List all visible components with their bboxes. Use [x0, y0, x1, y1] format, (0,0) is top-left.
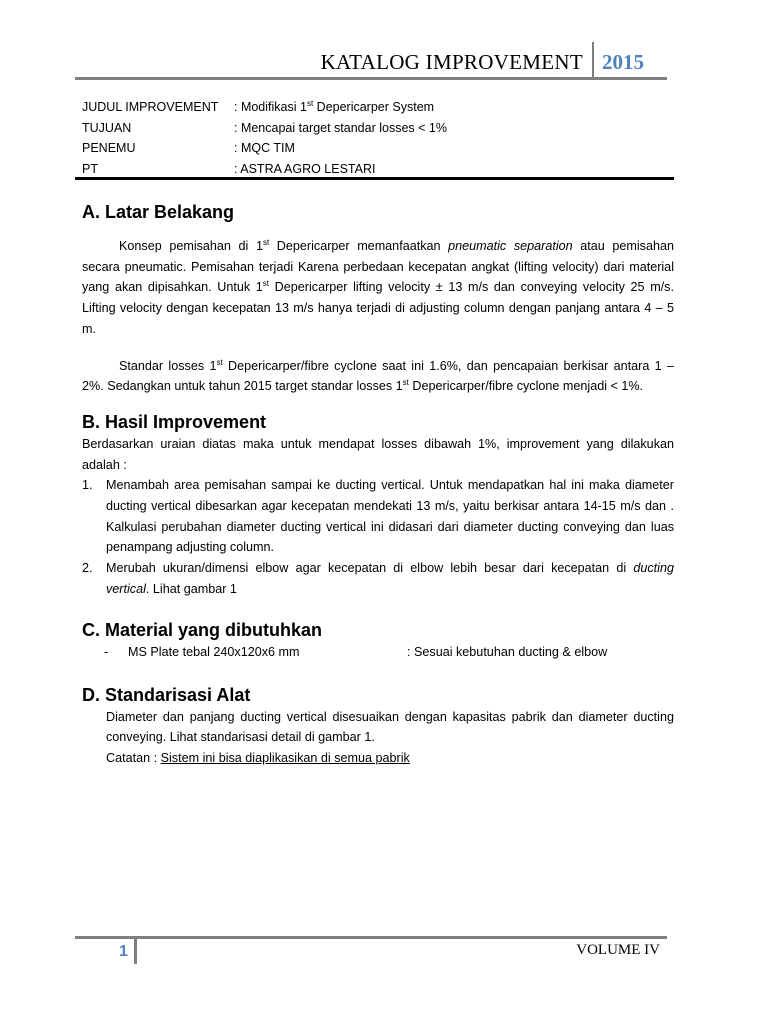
material-note: : Sesuai kebutuhan ducting & elbow — [407, 644, 608, 659]
section-d-content — [106, 707, 674, 769]
footer-separator — [134, 939, 137, 964]
list-item: 2. Merubah ukuran/dimensi elbow agar kecepatan di elbow lebih besar dari kecepatan di ducting vertical. Lihat gambar 1 — [82, 561, 674, 596]
info-rule — [75, 177, 674, 180]
info-table — [82, 98, 674, 180]
improvement-list — [82, 475, 674, 599]
section-b-heading: B. Hasil Improvement — [82, 411, 267, 432]
info-row-tujuan — [82, 119, 674, 140]
header-rule — [75, 77, 667, 80]
info-row-penemu — [82, 139, 674, 160]
section-a-paragraph-2: Standar losses 1st Depericarper/fibre cyclone saat ini 1.6%, dan pencapaian berkisar antara 1 – 2%. Sedangkan untuk tahun 2015 target standar losses 1st Depericarper/fibre cyclone menjadi < 1%. — [82, 357, 674, 394]
header-separator — [592, 42, 594, 78]
material-dash: - — [104, 644, 109, 659]
info-key: PT — [82, 161, 98, 176]
list-item: 1. Menambah area pemisahan sampai ke ducting vertical. Untuk mendapatkan hal ini maka diameter ducting vertical dibesarkan agar kecepatan mendekati 13 m/s, yaitu berkisar antara 14-15 m/s dan . Kalkulasi perubahan diameter ducting vertical ini didasari dari diameter ducting conveying dan luas penampang adjusting column. — [82, 478, 674, 555]
info-value: : Modifikasi 1st Depericarper System — [234, 98, 435, 114]
section-c-heading: C. Material yang dibutuhkan — [82, 619, 323, 640]
document-body — [82, 200, 674, 769]
header-year: 2015 — [602, 50, 644, 74]
volume-label: VOLUME IV — [576, 942, 660, 958]
page-number: 1 — [119, 943, 128, 960]
material-name: MS Plate tebal 240x120x6 mm — [128, 644, 300, 659]
info-value: : MQC TIM — [234, 141, 295, 155]
section-a-heading: A. Latar Belakang — [82, 202, 235, 222]
info-row-judul — [82, 98, 674, 119]
footer-rule — [75, 936, 667, 939]
header-title: KATALOG IMPROVEMENT — [320, 50, 583, 74]
section-a-paragraph-1: Konsep pemisahan di 1st Depericarper memanfaatkan pneumatic separation atau pemisahan secara pneumatic. Pemisahan terjadi Karena perbedaan kecepatan angkat (lifting velocity) dari material yang akan dipisahkan. Untuk 1st Depericarper lifting velocity ± 13 m/s dan conveying velocity 25 m/s. Lifting velocity dengan kecepatan 13 m/s hanya terjadi di adjusting column dengan panjang antara 4 – 5 m. — [82, 237, 674, 336]
page-header — [75, 42, 667, 80]
section-b-intro: Berdasarkan uraian diatas maka untuk mendapat losses dibawah 1%, improvement yang dilakukan adalah : — [82, 436, 674, 472]
info-key: PENEMU — [82, 141, 136, 155]
note-label: Catatan : — [106, 750, 158, 765]
page-footer — [75, 936, 667, 966]
section-d-heading: D. Standarisasi Alat — [82, 684, 251, 705]
material-item — [104, 642, 674, 662]
section-d-text: Diameter dan panjang ducting vertical disesuaikan dengan kapasitas pabrik dan diameter ducting conveying. Lihat standarisasi detail di gambar 1. — [106, 709, 674, 745]
section-d-note — [106, 748, 674, 769]
info-value: : ASTRA AGRO LESTARI — [234, 161, 376, 176]
info-key: JUDUL IMPROVEMENT — [82, 100, 219, 114]
info-value: : Mencapai target standar losses < 1% — [234, 120, 447, 135]
note-text: Sistem ini bisa diaplikasikan di semua pabrik — [160, 750, 410, 765]
info-key: TUJUAN — [82, 120, 132, 135]
